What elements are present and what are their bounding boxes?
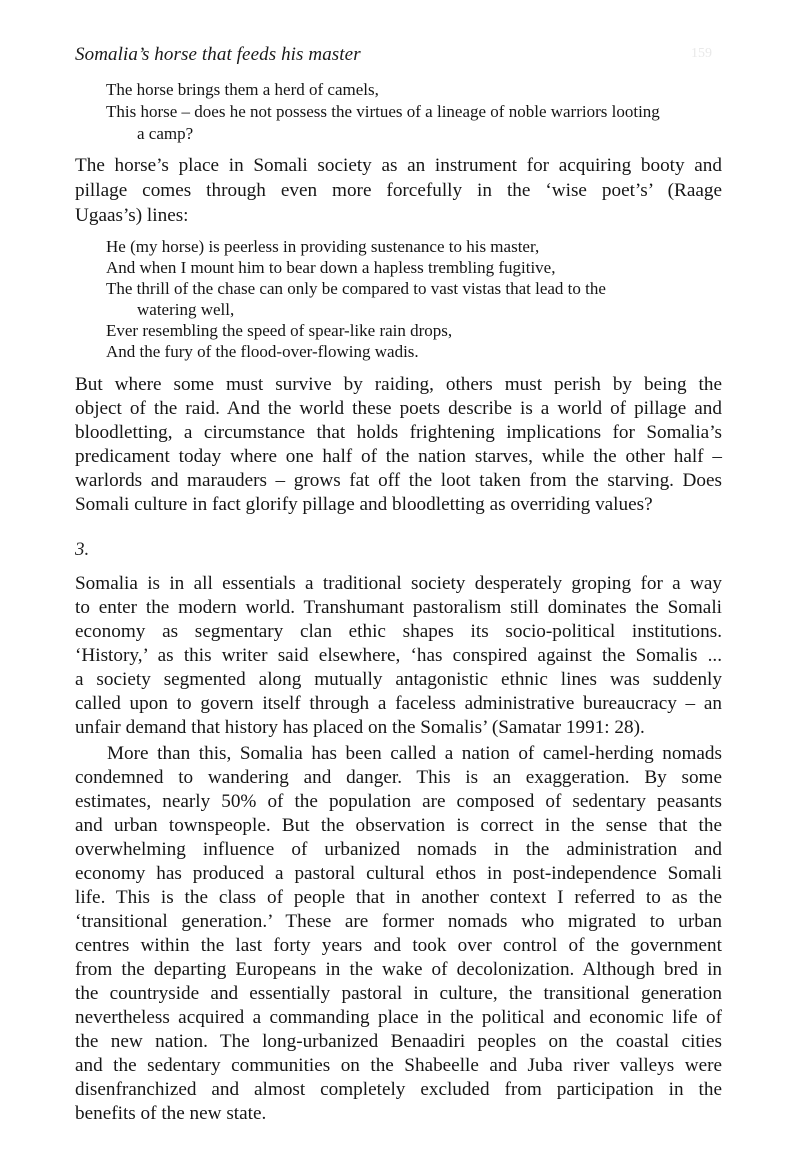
body-line: More than this, Somalia has been called a nation of camel-herding nomads (107, 743, 722, 764)
body-line: the countryside and essentially pastoral in culture, the transitional generation (75, 983, 722, 1004)
body-line: nevertheless acquired a commanding place in the political and economic life of (75, 1007, 722, 1028)
body-line: Somali culture in fact glorify pillage and bloodletting as overriding values? (75, 494, 653, 515)
body-line: benefits of the new state. (75, 1103, 267, 1124)
body-line: to enter the modern world. Transhumant pastoralism still dominates the Somali (75, 597, 722, 618)
body-line: unfair demand that history has placed on the Somalis’ (Samatar 1991: 28). (75, 717, 645, 738)
verse-line: This horse – does he not possess the virtues of a lineage of noble warriors looting (106, 102, 660, 121)
verse-line: The horse brings them a herd of camels, (106, 80, 379, 99)
body-line: ‘transitional generation.’ These are former nomads who migrated to urban (75, 911, 722, 932)
body-line: centres within the last forty years and took over control of the government (75, 935, 722, 956)
body-line: from the departing Europeans in the wake of decolonization. Although bred in (75, 959, 722, 980)
body-line: the new nation. The long-urbanized Benaadiri peoples on the coastal cities (75, 1031, 722, 1052)
body-line: condemned to wandering and danger. This is an exaggeration. By some (75, 767, 722, 788)
body-line: economy has produced a pastoral cultural ethos in post-independence Somali (75, 863, 722, 884)
verse-line: And when I mount him to bear down a hapless trembling fugitive, (106, 258, 556, 277)
body-line: ‘History,’ as this writer said elsewhere, ‘has conspired against the Somalis ... (75, 645, 722, 666)
body-line: Ugaas’s) lines: (75, 205, 189, 226)
body-line: life. This is the class of people that in another context I referred to as the (75, 887, 722, 908)
page-number: 159 (691, 46, 712, 61)
body-line: a society segmented along mutually antagonistic ethnic lines was suddenly (75, 669, 722, 690)
verse-line: The thrill of the chase can only be compared to vast vistas that lead to the (106, 279, 606, 298)
body-line: bloodletting, a circumstance that holds frightening implications for Somalia’s (75, 422, 722, 443)
body-line: object of the raid. And the world these poets describe is a world of pillage and (75, 398, 722, 419)
verse-line: watering well, (137, 300, 235, 319)
verse-line: Ever resembling the speed of spear-like rain drops, (106, 321, 453, 340)
verse-line: He (my horse) is peerless in providing sustenance to his master, (106, 237, 540, 256)
verse-line: And the fury of the flood-over-flowing wadis. (106, 342, 419, 361)
running-head: Somalia’s horse that feeds his master (75, 44, 361, 65)
body-line: predicament today where one half of the nation starves, while the other half – (75, 446, 722, 467)
body-line: economy as segmentary clan ethic shapes its socio-political institutions. (75, 621, 722, 642)
body-line: overwhelming influence of urbanized nomads in the administration and (75, 839, 722, 860)
body-line: and urban townspeople. But the observation is correct in the sense that the (75, 815, 722, 836)
body-line: pillage comes through even more forcefully in the ‘wise poet’s’ (Raage (75, 180, 722, 201)
body-line: estimates, nearly 50% of the population are composed of sedentary peasants (75, 791, 722, 812)
verse-line: a camp? (137, 124, 194, 143)
body-line: called upon to govern itself through a faceless administrative bureaucracy – an (75, 693, 722, 714)
body-line: But where some must survive by raiding, others must perish by being the (75, 374, 722, 395)
body-line: Somalia is in all essentials a traditional society desperately groping for a way (75, 573, 722, 594)
section-number: 3. (75, 539, 90, 560)
body-line: and the sedentary communities on the Shabeelle and Juba river valleys were (75, 1055, 722, 1076)
body-line: The horse’s place in Somali society as an instrument for acquiring booty and (75, 155, 722, 176)
body-line: disenfranchized and almost completely excluded from participation in the (75, 1079, 722, 1100)
body-line: warlords and marauders – grows fat off the loot taken from the starving. Does (75, 470, 722, 491)
